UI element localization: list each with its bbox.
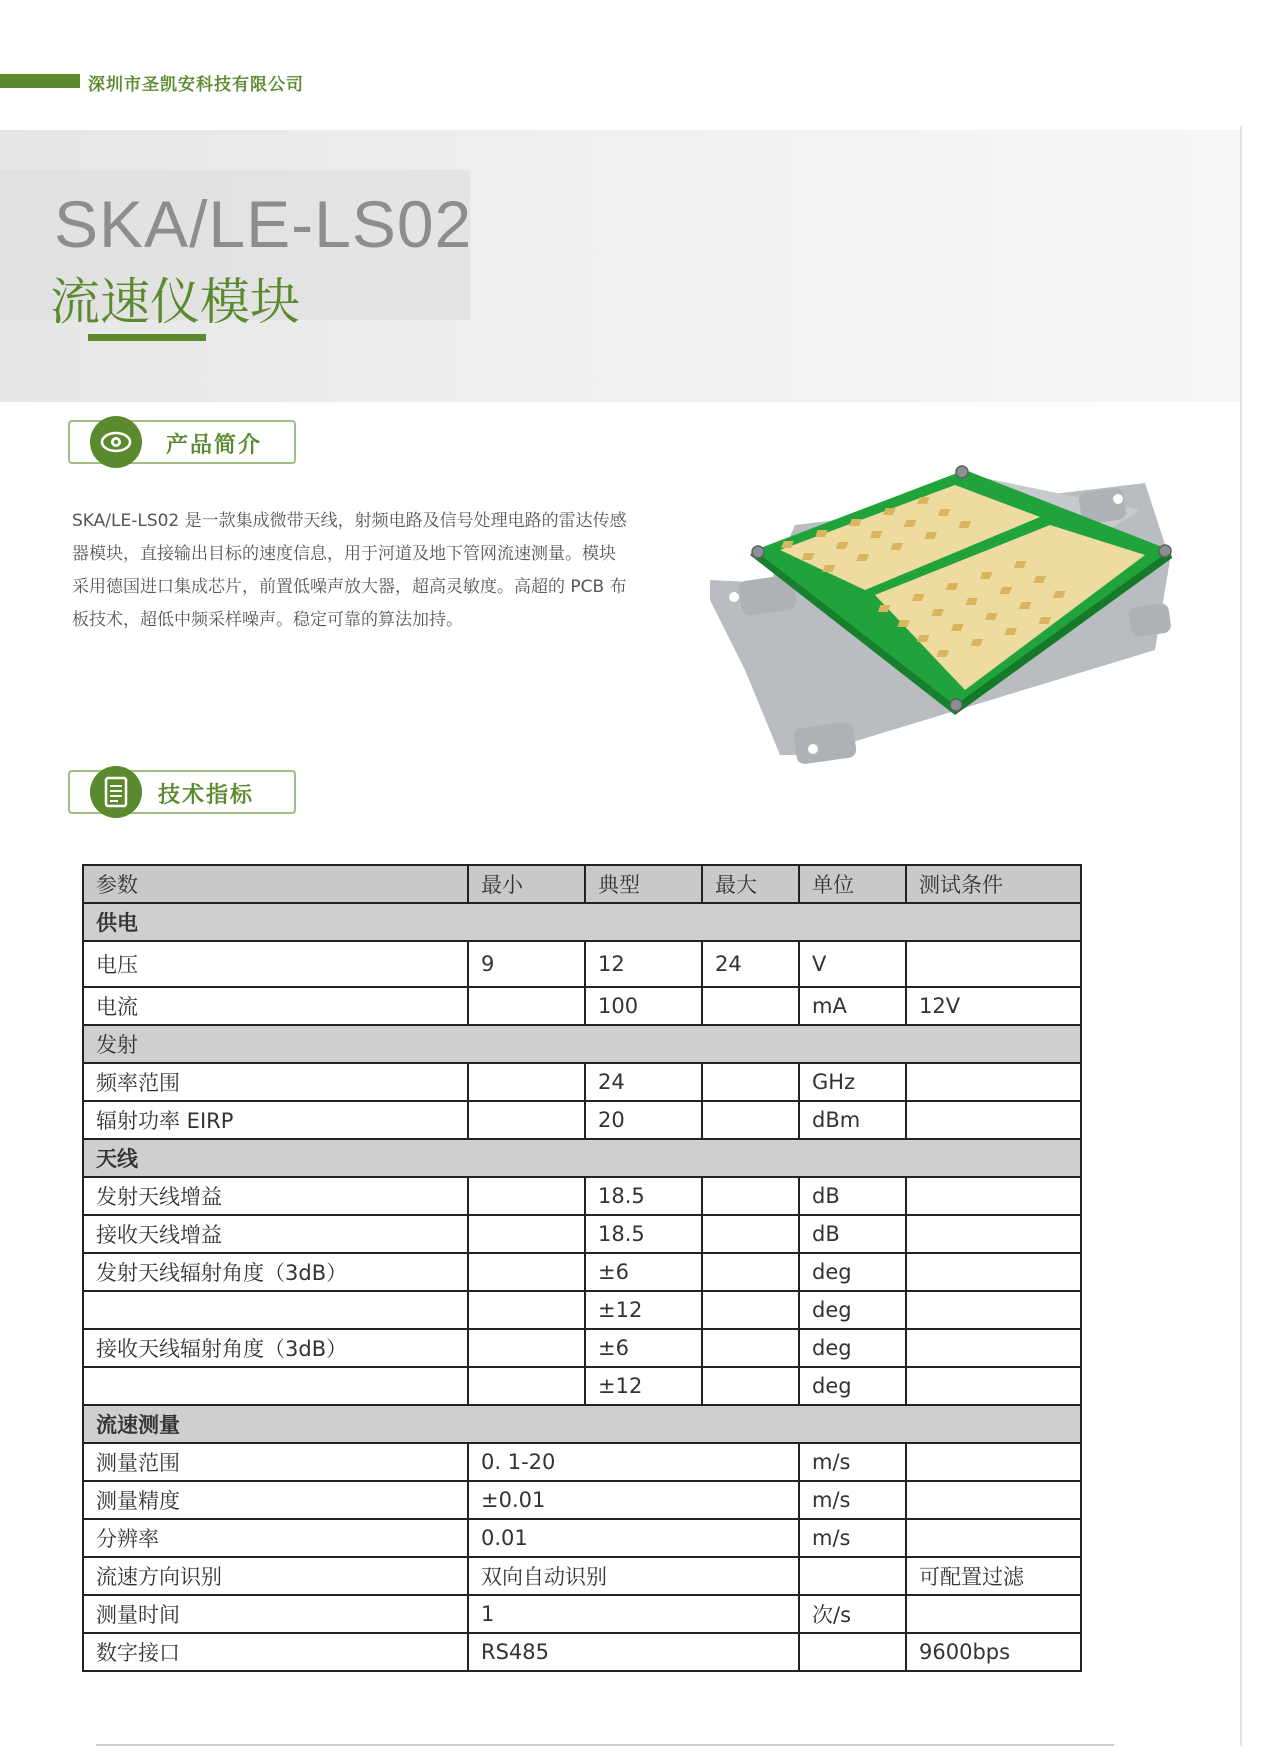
cell <box>906 1595 1081 1633</box>
eye-icon <box>90 416 142 468</box>
table-row <box>83 1063 1081 1101</box>
cell: GHz <box>799 1063 906 1101</box>
cell <box>799 1633 906 1671</box>
cell <box>468 1329 585 1367</box>
cell <box>906 1291 1081 1329</box>
cell <box>906 1519 1081 1557</box>
group-row-tx <box>83 1025 1081 1063</box>
cell <box>702 1215 799 1253</box>
intro-section-header <box>56 420 316 466</box>
table-row <box>83 941 1081 987</box>
cell <box>468 1291 585 1329</box>
table-row <box>83 1253 1081 1291</box>
cell: 流速方向识别 <box>83 1557 468 1595</box>
table-row <box>83 1367 1081 1405</box>
cell <box>702 1177 799 1215</box>
cell: deg <box>799 1291 906 1329</box>
cell: ±6 <box>585 1253 702 1291</box>
cell <box>702 1329 799 1367</box>
cell: 0.01 <box>468 1519 799 1557</box>
cell <box>468 1367 585 1405</box>
cell: 9 <box>468 941 585 987</box>
header-cell: 典型 <box>585 865 702 903</box>
table-row <box>83 1595 1081 1633</box>
cell <box>906 1177 1081 1215</box>
cell <box>468 987 585 1025</box>
radar-module-illustration <box>700 455 1190 775</box>
cell: 测量时间 <box>83 1595 468 1633</box>
product-title: 流速仪模块 <box>50 273 300 331</box>
cell <box>468 1177 585 1215</box>
cell: dB <box>799 1177 906 1215</box>
header-cell: 最大 <box>702 865 799 903</box>
cell <box>906 1443 1081 1481</box>
table-row <box>83 1177 1081 1215</box>
table-row <box>83 1481 1081 1519</box>
cell: 测量范围 <box>83 1443 468 1481</box>
cell <box>702 1063 799 1101</box>
table-row <box>83 1519 1081 1557</box>
company-name: 深圳市圣凯安科技有限公司 <box>88 75 304 95</box>
table-header-row <box>83 865 1081 903</box>
table-row <box>83 1557 1081 1595</box>
cell: deg <box>799 1367 906 1405</box>
cell: 发射天线增益 <box>83 1177 468 1215</box>
cell <box>468 1253 585 1291</box>
cell: 12 <box>585 941 702 987</box>
cell <box>83 1291 468 1329</box>
cell: 100 <box>585 987 702 1025</box>
cell <box>468 1063 585 1101</box>
spec-section-title: 技术指标 <box>158 783 255 808</box>
group-label: 天线 <box>83 1139 1081 1177</box>
cell <box>906 941 1081 987</box>
cell <box>799 1557 906 1595</box>
table-row <box>83 1215 1081 1253</box>
cell: 发射天线辐射角度（3dB） <box>83 1253 468 1291</box>
cell <box>906 1215 1081 1253</box>
cell: 可配置过滤 <box>906 1557 1081 1595</box>
cell: m/s <box>799 1443 906 1481</box>
group-row-power <box>83 903 1081 941</box>
intro-section-title: 产品简介 <box>166 433 263 458</box>
cell: dB <box>799 1215 906 1253</box>
table-row <box>83 1101 1081 1139</box>
table-row <box>83 1633 1081 1671</box>
cell: RS485 <box>468 1633 799 1671</box>
spec-section-header <box>56 770 316 816</box>
cell: 接收天线增益 <box>83 1215 468 1253</box>
cell: 接收天线辐射角度（3dB） <box>83 1329 468 1367</box>
cell <box>702 1367 799 1405</box>
intro-paragraph: SKA/LE-LS02 是一款集成微带天线，射频电路及信号处理电路的雷达传感器模块，直接输出目标的速度信息，用于河道及地下管网流速测量。模块采用德国进口集成芯片，前置低噪声放大器，超高灵敏度。高超的 PCB 布板技术，超低中频采样噪声。稳定可靠的算法加持。 <box>72 511 627 630</box>
company-accent-bar <box>0 74 80 88</box>
cell <box>906 1367 1081 1405</box>
cell <box>702 1291 799 1329</box>
cell: 分辨率 <box>83 1519 468 1557</box>
cell: 数字接口 <box>83 1633 468 1671</box>
group-row-flow <box>83 1405 1081 1443</box>
cell: 24 <box>702 941 799 987</box>
cell <box>906 1481 1081 1519</box>
cell: 9600bps <box>906 1633 1081 1671</box>
cell <box>906 1063 1081 1101</box>
header-cell: 最小 <box>468 865 585 903</box>
cell: 12V <box>906 987 1081 1025</box>
header-cell: 单位 <box>799 865 906 903</box>
cell: 辐射功率 EIRP <box>83 1101 468 1139</box>
group-label: 供电 <box>83 903 1081 941</box>
cell: 24 <box>585 1063 702 1101</box>
cell: ±0.01 <box>468 1481 799 1519</box>
cell <box>702 1253 799 1291</box>
page-right-rule <box>1240 126 1242 1746</box>
cell: 0. 1-20 <box>468 1443 799 1481</box>
cell: 双向自动识别 <box>468 1557 799 1595</box>
cell: mA <box>799 987 906 1025</box>
cell: 测量精度 <box>83 1481 468 1519</box>
group-row-antenna <box>83 1139 1081 1177</box>
table-row <box>83 987 1081 1025</box>
group-label: 流速测量 <box>83 1405 1081 1443</box>
cell <box>702 1101 799 1139</box>
model-number: SKA/LE-LS02 <box>54 187 473 261</box>
table-row <box>83 1291 1081 1329</box>
cell: ±6 <box>585 1329 702 1367</box>
cell: m/s <box>799 1481 906 1519</box>
cell: V <box>799 941 906 987</box>
cell: deg <box>799 1329 906 1367</box>
header-cell: 参数 <box>83 865 468 903</box>
cell: m/s <box>799 1519 906 1557</box>
cell <box>468 1101 585 1139</box>
cell <box>906 1101 1081 1139</box>
table-row <box>83 1329 1081 1367</box>
header-cell: 测试条件 <box>906 865 1081 903</box>
cell: dBm <box>799 1101 906 1139</box>
cell: 18.5 <box>585 1215 702 1253</box>
cell: 频率范围 <box>83 1063 468 1101</box>
cell: 电压 <box>83 941 468 987</box>
group-label: 发射 <box>83 1025 1081 1063</box>
cell <box>83 1367 468 1405</box>
cell <box>468 1215 585 1253</box>
cell: 18.5 <box>585 1177 702 1215</box>
cell <box>906 1329 1081 1367</box>
cell: deg <box>799 1253 906 1291</box>
title-underline <box>88 334 206 341</box>
bottom-rule <box>96 1744 1114 1746</box>
cell: 电流 <box>83 987 468 1025</box>
cell: 次/s <box>799 1595 906 1633</box>
cell: ±12 <box>585 1291 702 1329</box>
cell: ±12 <box>585 1367 702 1405</box>
cell <box>702 987 799 1025</box>
table-row <box>83 1443 1081 1481</box>
spec-table <box>82 864 1082 1672</box>
cell: 1 <box>468 1595 799 1633</box>
document-icon <box>90 766 142 818</box>
cell <box>906 1253 1081 1291</box>
cell: 20 <box>585 1101 702 1139</box>
